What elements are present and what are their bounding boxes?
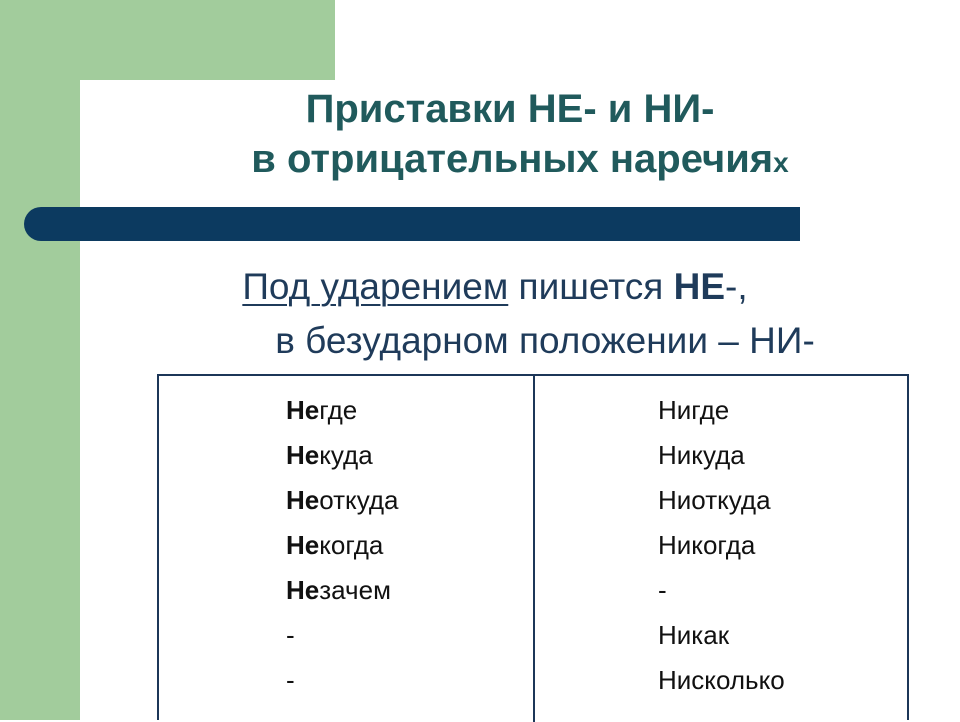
list-item: Никогда bbox=[658, 530, 756, 560]
list-item: Некогда bbox=[286, 530, 384, 560]
list-item: Никак bbox=[658, 620, 730, 650]
adverbs-table bbox=[157, 374, 909, 720]
rule-underlined: Под ударением bbox=[242, 266, 509, 307]
rule-bold-ne: НЕ bbox=[673, 266, 726, 307]
rule-mid: пишется bbox=[508, 266, 674, 307]
title-line-1: Приставки НЕ- и НИ- bbox=[305, 87, 715, 131]
list-item: Незачем bbox=[286, 575, 391, 605]
title-line-2 bbox=[120, 134, 900, 188]
list-item: Никуда bbox=[658, 440, 745, 470]
table-column-ni bbox=[658, 388, 785, 703]
title-line-2-end: х bbox=[773, 147, 789, 178]
list-item: - bbox=[658, 575, 667, 605]
list-item: Нисколько bbox=[658, 665, 785, 695]
decor-green-band bbox=[0, 0, 80, 720]
table-column-ne bbox=[286, 388, 398, 703]
list-item: Нигде bbox=[658, 395, 730, 425]
list-item: - bbox=[286, 665, 295, 695]
rule-text bbox=[185, 260, 905, 368]
list-item: Неоткуда bbox=[286, 485, 399, 515]
decor-green-block bbox=[80, 0, 335, 80]
list-item: Ниоткуда bbox=[658, 485, 771, 515]
table-divider bbox=[533, 376, 535, 722]
slide-title bbox=[120, 84, 900, 188]
rule-line-1 bbox=[185, 260, 905, 314]
rule-end: -, bbox=[725, 266, 748, 307]
list-item: Негде bbox=[286, 395, 358, 425]
list-item: Некуда bbox=[286, 440, 373, 470]
decor-title-bar bbox=[24, 207, 800, 241]
list-item: - bbox=[286, 620, 295, 650]
title-line-2-main: в отрицательных наречия bbox=[251, 137, 774, 181]
rule-line-2: в безударном положении – НИ- bbox=[275, 320, 815, 361]
